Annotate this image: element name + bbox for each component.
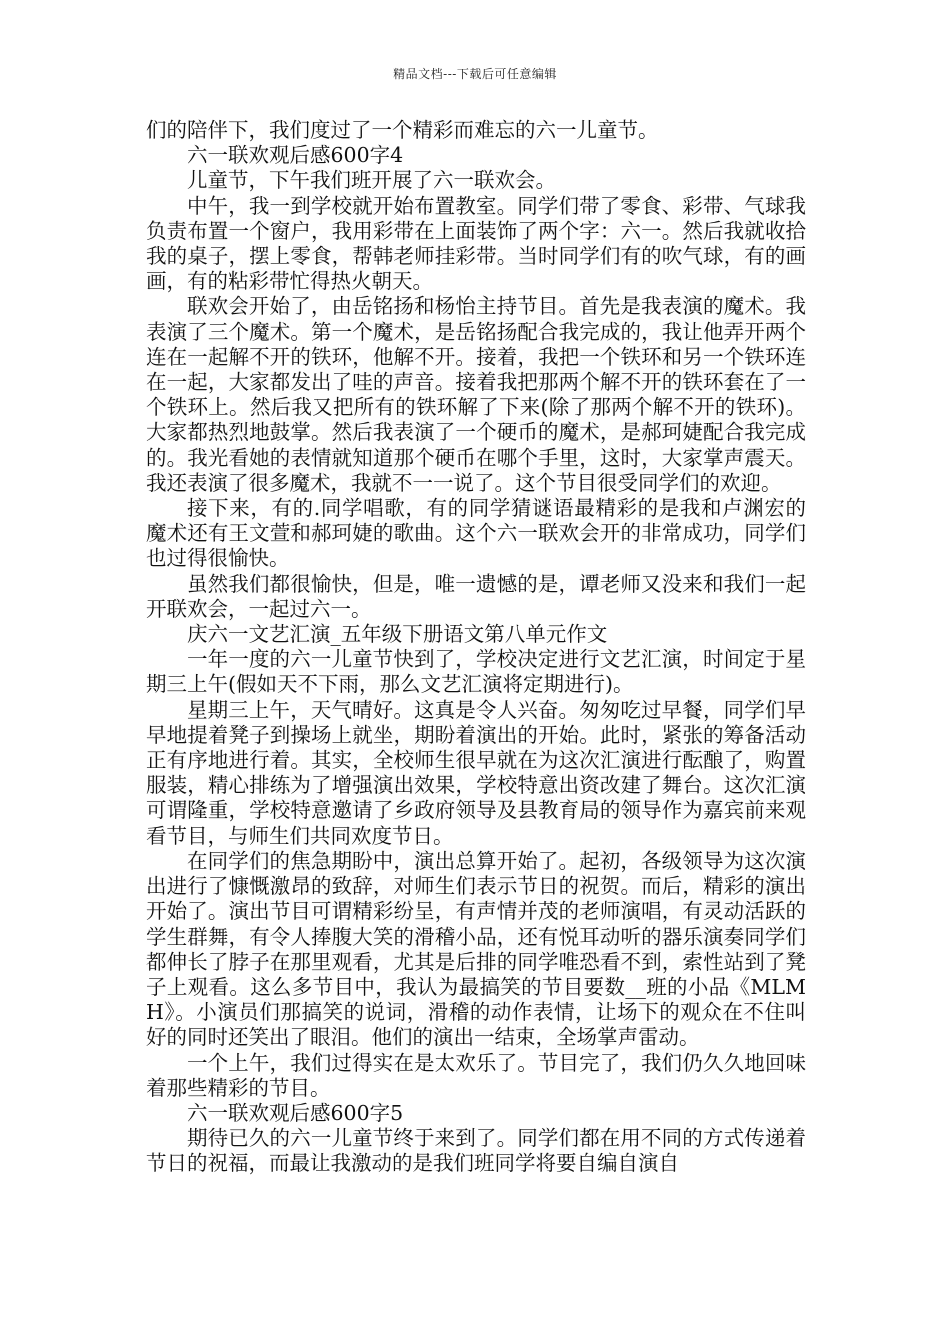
section-heading: 六一联欢观后感600字4 xyxy=(187,143,404,168)
section-heading: 庆六一文艺汇演_五年级下册语文第八单元作文 xyxy=(187,622,608,647)
paragraph: 中午，我一到学校就开始布置教室。同学们带了零食、彩带、气球我负责布置一个窗户，我用彩带在上面装饰了两个字：六一。然后我就收拾我的桌子，摆上零食，帮韩老师挂彩带。当时同学们有的吹气球，有的画画，有的粘彩带忙得热火朝天。 xyxy=(146,193,806,294)
document-body xyxy=(146,118,806,1177)
paragraph: 儿童节，下午我们班开展了六一联欢会。 xyxy=(187,168,556,193)
paragraph: 期待已久的六一儿童节终于来到了。同学们都在用不同的方式传递着节日的祝福，而最让我激动的是我们班同学将要自编自演自 xyxy=(146,1126,806,1176)
paragraph: 们的陪伴下，我们度过了一个精彩而难忘的六一儿童节。 xyxy=(146,118,659,142)
page-header: 精品文档---下载后可任意编辑 xyxy=(393,67,557,81)
section-heading: 六一联欢观后感600字5 xyxy=(187,1100,404,1125)
paragraph: 一年一度的六一儿童节快到了，学校决定进行文艺汇演，时间定于星期三上午(假如天不下雨，那么文艺汇演将定期进行)。 xyxy=(146,647,806,697)
paragraph: 一个上午，我们过得实在是太欢乐了。节目完了，我们仍久久地回味着那些精彩的节目。 xyxy=(146,1050,806,1100)
paragraph: 联欢会开始了，由岳铭扬和杨怡主持节目。首先是我表演的魔术。我表演了三个魔术。第一个魔术，是岳铭扬配合我完成的，我让他弄开两个连在一起解不开的铁环，他解不开。接着，我把一个铁环和另一个铁环连在一起，大家都发出了哇的声音。接着我把那两个解不开的铁环套在了一个铁环上。然后我又把所有的铁环解了下来(除了那两个解不开的铁环)。大家都热烈地鼓掌。然后我表演了一个硬币的魔术，是郝珂婕配合我完成的。我光看她的表情就知道那个硬币在哪个手里，这时，大家掌声震天。我还表演了很多魔术，我就不一一说了。这个节目很受同学们的欢迎。 xyxy=(146,294,806,495)
paragraph: 在同学们的焦急期盼中，演出总算开始了。起初，各级领导为这次演出进行了慷慨激昂的致辞，对师生们表示节日的祝贺。而后，精彩的演出开始了。演出节目可谓精彩纷呈，有声情并茂的老师演唱，有灵动活跃的学生群舞，有令人捧腹大笑的滑稽小品，还有悦耳动听的器乐演奏同学们都伸长了脖子在那里观看，尤其是后排的同学唯恐看不到，索性站到了凳子上观看。这么多节目中，我认为最搞笑的节目要数__班的小品《MLMH》。小演员们那搞笑的说词，滑稽的动作表情，让场下的观众在不住叫好的同时还笑出了眼泪。他们的演出一结束，全场掌声雷动。 xyxy=(146,848,806,1050)
paragraph: 虽然我们都很愉快，但是，唯一遗憾的是，谭老师又没来和我们一起开联欢会，一起过六一。 xyxy=(146,571,806,621)
paragraph: 星期三上午，天气晴好。这真是令人兴奋。匆匆吃过早餐，同学们早早地提着凳子到操场上就坐，期盼着演出的开始。此时，紧张的筹备活动正有序地进行着。其实，全校师生很早就在为这次汇演进行酝酿了，购置服装，精心排练为了增强演出效果，学校特意出资改建了舞台。这次汇演可谓隆重，学校特意邀请了乡政府领导及县教育局的领导作为嘉宾前来观看节目，与师生们共同欢度节日。 xyxy=(146,697,806,848)
paragraph: 接下来，有的.同学唱歌，有的同学猜谜语最精彩的是我和卢渊宏的魔术还有王文萱和郝珂婕的歌曲。这个六一联欢会开的非常成功，同学们也过得很愉快。 xyxy=(146,496,806,571)
